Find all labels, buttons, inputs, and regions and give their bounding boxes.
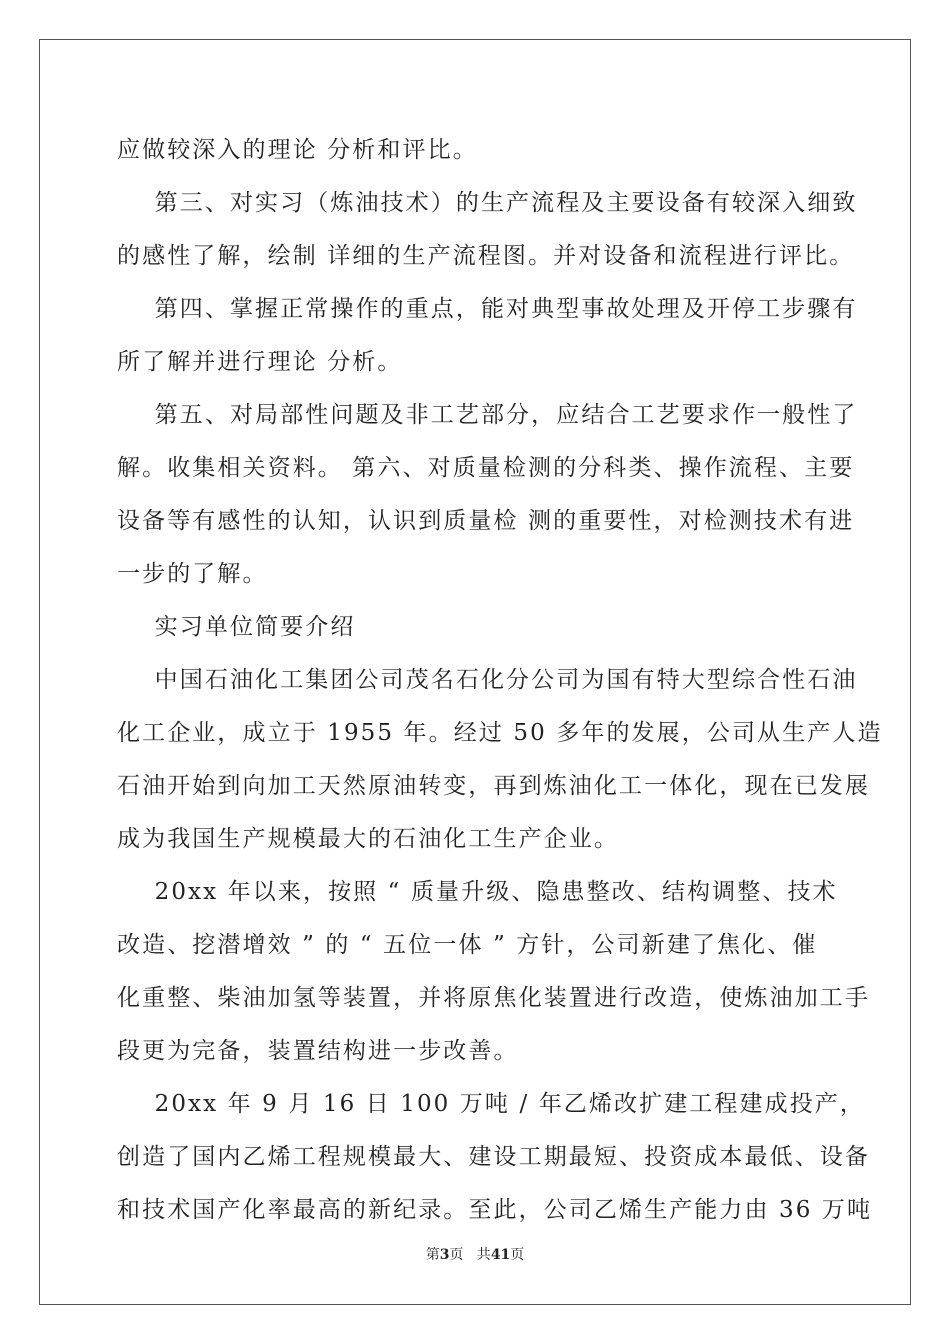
text-line: 创造了国内乙烯工程规模最大、建设工期最短、投资成本最低、设备	[117, 1144, 870, 1170]
text-line: 第四、掌握正常操作的重点，能对典型事故处理及开停工步骤有	[117, 296, 858, 322]
page-footer	[0, 1244, 950, 1264]
text-line: 化重整、柴油加氢等装置，并将原焦化装置进行改造，使炼油加工手	[117, 985, 870, 1011]
text-line: 第五、对局部性问题及非工艺部分，应结合工艺要求作一般性了	[117, 402, 858, 428]
text-line: 20xx 年 9 月 16 日 100 万吨 / 年乙烯改扩建工程建成投产，	[117, 1091, 866, 1117]
text-line: 成为我国生产规模最大的石油化工生产企业。	[117, 826, 619, 852]
total-page-count: 41	[490, 1247, 511, 1263]
text-line: 段更为完备，装置结构进一步改善。	[117, 1038, 519, 1064]
text-line: 第三、对实习（炼油技术）的生产流程及主要设备有较深入细致	[117, 190, 858, 216]
document-body	[117, 124, 883, 1237]
text-line: 设备等有感性的认知，认识到质量检 测的重要性，对检测技术有进	[117, 508, 855, 534]
text-line: 石油开始到向加工天然原油转变，再到炼油化工一体化，现在已发展	[117, 773, 870, 799]
text-line: 的感性了解，绘制 详细的生产流程图。并对设备和流程进行评比。	[117, 243, 855, 269]
footer-suffix: 页	[510, 1247, 525, 1263]
footer-middle: 页 共	[449, 1247, 491, 1263]
text-line: 解。收集相关资料。 第六、对质量检测的分科类、操作流程、主要	[117, 455, 855, 481]
text-line: 一步的了解。	[117, 561, 268, 587]
text-line: 应做较深入的理论 分析和评比。	[117, 137, 478, 163]
text-line: 化工企业，成立于 1955 年。经过 50 多年的发展，公司从生产人造	[117, 720, 883, 746]
text-line: 所了解并进行理论 分析。	[117, 349, 403, 375]
text-line: 中国石油化工集团公司茂名石化分公司为国有特大型综合性石油	[117, 667, 858, 693]
footer-prefix: 第	[425, 1247, 440, 1263]
current-page-number: 3	[439, 1247, 450, 1263]
section-heading: 实习单位简要介绍	[117, 614, 356, 640]
text-line: 改造、挖潜增效 ” 的 “ 五位一体 ” 方针，公司新建了焦化、催	[117, 932, 818, 958]
text-line: 和技术国产化率最高的新纪录。至此，公司乙烯生产能力由 36 万吨	[117, 1197, 873, 1223]
text-line: 20xx 年以来，按照 “ 质量升级、隐患整改、结构调整、技术	[117, 879, 838, 905]
